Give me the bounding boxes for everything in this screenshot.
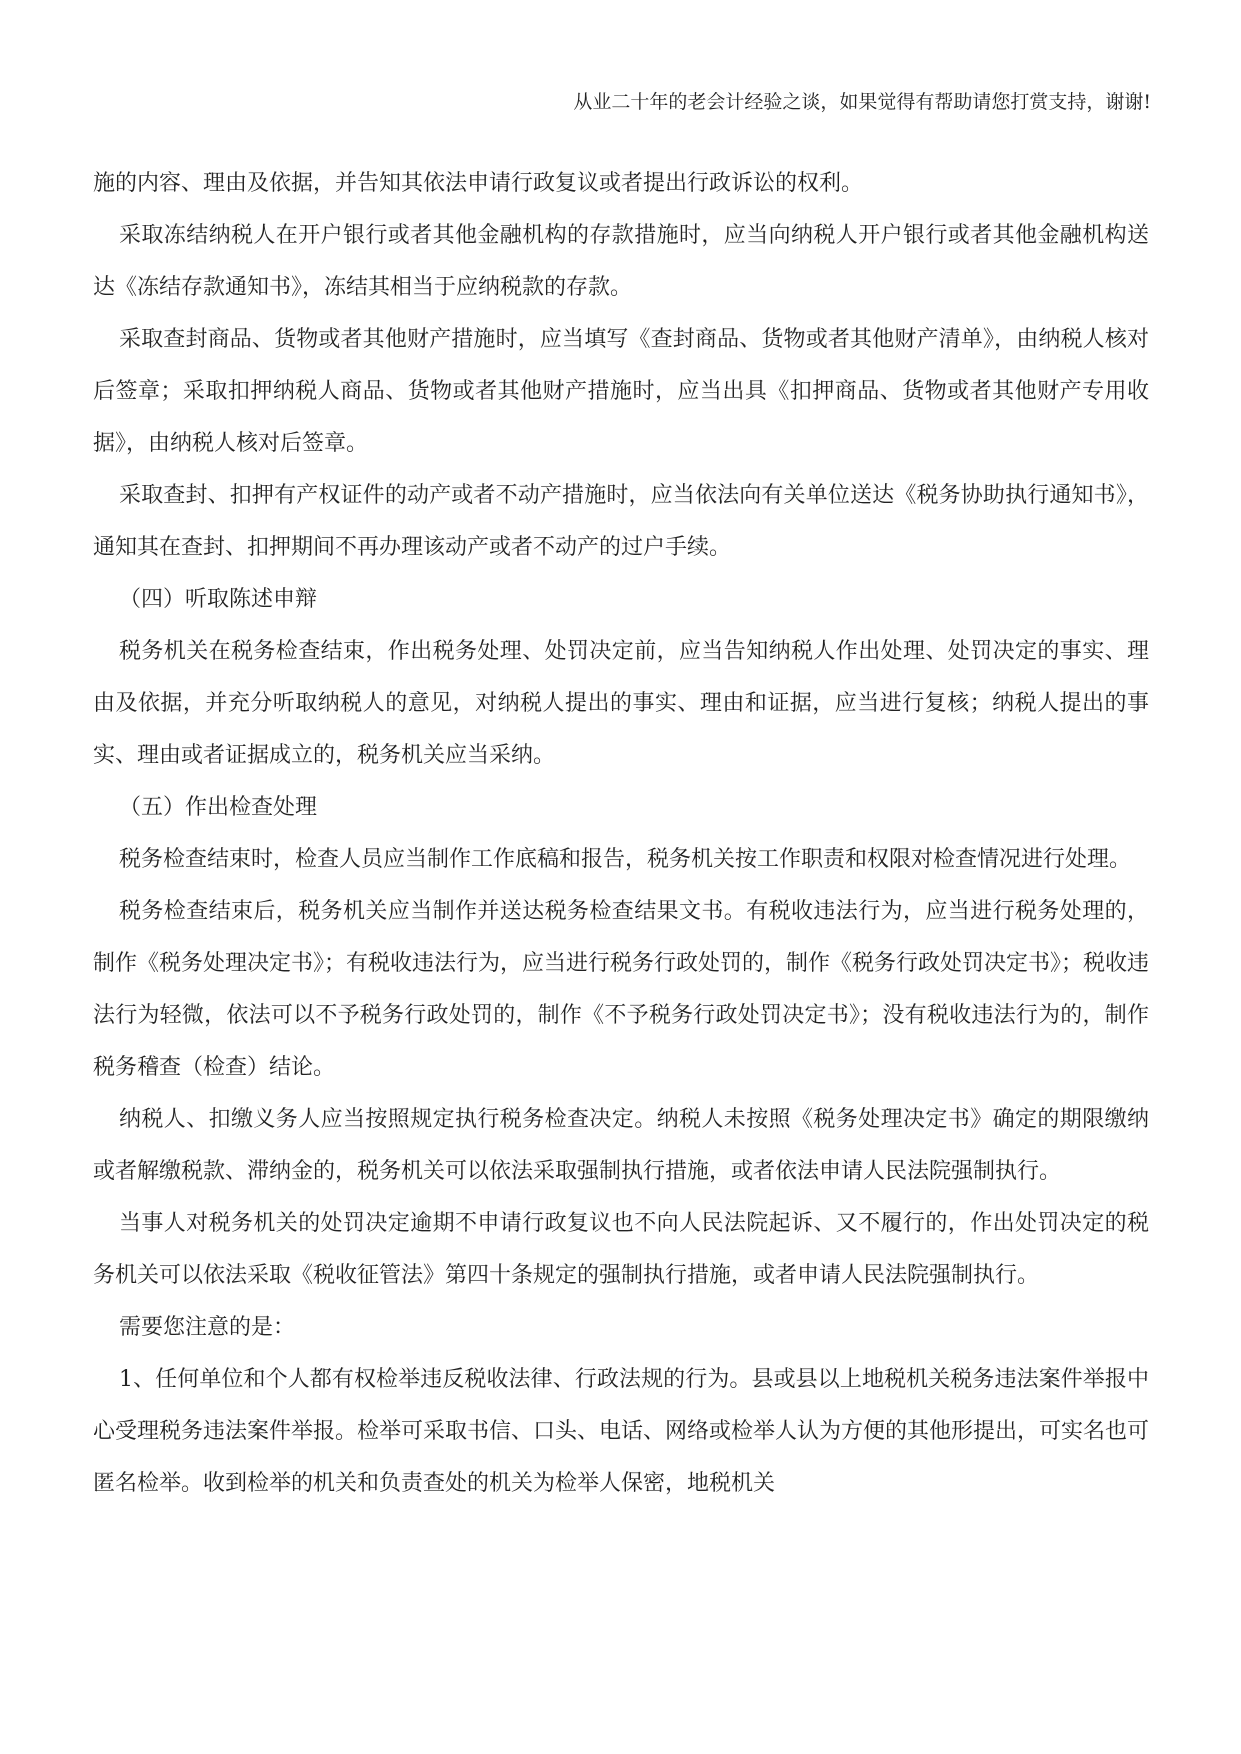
paragraph: 纳税人、扣缴义务人应当按照规定执行税务检查决定。纳税人未按照《税务处理决定书》确定的期限缴纳或者解缴税款、滞纳金的，税务机关可以依法采取强制执行措施，或者依法申请人民法院强制执行。 [93, 1107, 1149, 1184]
document-body [93, 158, 1149, 1510]
paragraph: 采取查封商品、货物或者其他财产措施时，应当填写《查封商品、货物或者其他财产清单》，由纳税人核对后签章；采取扣押纳税人商品、货物或者其他财产措施时，应当出具《扣押商品、货物或者其他财产专用收据》，由纳税人核对后签章。 [93, 327, 1149, 456]
header-note: 从业二十年的老会计经验之谈，如果觉得有帮助请您打赏支持，谢谢! [573, 91, 1151, 113]
paragraph: 税务机关在税务检查结束，作出税务处理、处罚决定前，应当告知纳税人作出处理、处罚决定的事实、理由及依据，并充分听取纳税人的意见，对纳税人提出的事实、理由和证据，应当进行复核；纳税人提出的事实、理由或者证据成立的，税务机关应当采纳。 [93, 639, 1149, 768]
paragraph: 税务检查结束后，税务机关应当制作并送达税务检查结果文书。有税收违法行为，应当进行税务处理的，制作《税务处理决定书》；有税收违法行为，应当进行税务行政处罚的，制作《税务行政处罚决定书》；税收违法行为轻微，依法可以不予税务行政处罚的，制作《不予税务行政处罚决定书》；没有税收违法行为的，制作税务稽查（检查）结论。 [93, 899, 1150, 1080]
paragraph: 税务检查结束时，检查人员应当制作工作底稿和报告，税务机关按工作职责和权限对检查情况进行处理。 [119, 847, 1132, 872]
paragraph: 1、任何单位和个人都有权检举违反税收法律、行政法规的行为。县或县以上地税机关税务违法案件举报中心受理税务违法案件举报。检举可采取书信、口头、电话、网络或检举人认为方便的其他形提出，可实名也可匿名检举。收到检举的机关和负责查处的机关为检举人保密，地税机关 [93, 1367, 1150, 1496]
section-heading: （五）作出检查处理 [119, 795, 318, 820]
paragraph: 采取查封、扣押有产权证件的动产或者不动产措施时，应当依法向有关单位送达《税务协助执行通知书》，通知其在查封、扣押期间不再办理该动产或者不动产的过户手续。 [93, 483, 1149, 560]
paragraph: 需要您注意的是： [119, 1315, 296, 1340]
section-heading: （四）听取陈述申辩 [119, 587, 318, 612]
paragraph: 采取冻结纳税人在开户银行或者其他金融机构的存款措施时，应当向纳税人开户银行或者其他金融机构送达《冻结存款通知书》，冻结其相当于应纳税款的存款。 [93, 223, 1149, 300]
paragraph: 当事人对税务机关的处罚决定逾期不申请行政复议也不向人民法院起诉、又不履行的，作出处罚决定的税务机关可以依法采取《税收征管法》第四十条规定的强制执行措施，或者申请人民法院强制执行。 [93, 1211, 1149, 1288]
paragraph: 施的内容、理由及依据，并告知其依法申请行政复议或者提出行政诉讼的权利。 [93, 171, 864, 196]
